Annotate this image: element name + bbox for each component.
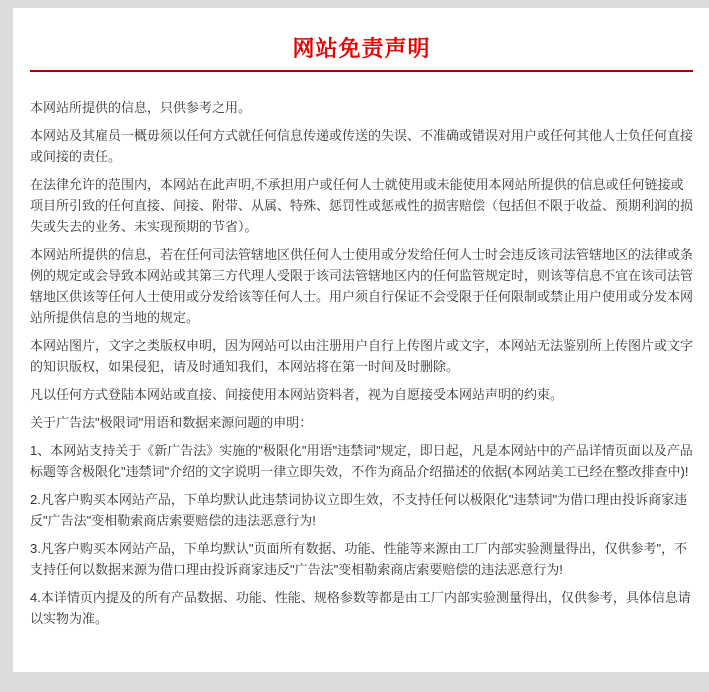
disclaimer-body — [30, 97, 693, 629]
disclaimer-paragraph: 2.凡客户购买本网站产品，下单均默认此违禁词协议立即生效，不支持任何以极限化"违禁词"为借口理由投诉商家违反"广告法"变相勒索商店索要赔偿的违法恶意行为! — [30, 492, 688, 528]
disclaimer-paragraph: 1、本网站支持关于《新广告法》实施的"极限化"用语"违禁词"规定，即日起，凡是本网站中的产品详情页面以及产品标题等含极限化"违禁词"介绍的文字说明一律立即失效，不作为商品介绍描述的依据(本网站美工已经在整改排查中)! — [30, 443, 693, 479]
page-title: 网站免责声明 — [292, 36, 431, 61]
disclaimer-paragraph: 凡以任何方式登陆本网站或直接、间接使用本网站资料者，视为自愿接受本网站声明的约束。 — [30, 387, 564, 402]
disclaimer-paragraph: 本网站及其雇员一概毋须以任何方式就任何信息传递或传送的失误、不准确或错误对用户或任何其他人士负任何直接或间接的责任。 — [30, 128, 694, 164]
disclaimer-paragraph: 本网站图片，文字之类版权申明，因为网站可以由注册用户自行上传图片或文字，本网站无法鉴别所上传图片或文字的知识版权，如果侵犯，请及时通知我们，本网站将在第一时间及时删除。 — [30, 338, 694, 374]
disclaimer-paragraph: 本网站所提供的信息，若在任何司法管辖地区供任何人士使用或分发给任何人士时会违反该司法管辖地区的法律或条例的规定或会导致本网站或其第三方代理人受限于该司法管辖地区内的任何监管规定时，则该等信息不宜在该司法管辖地区供该等任何人士使用或分发给该等任何人士。用户须自行保证不会受限于任何限制或禁止用户使用或分发本网站所提供信息的当地的规定。 — [30, 247, 694, 325]
disclaimer-paragraph: 3.凡客户购买本网站产品，下单均默认"页面所有数据、功能、性能等来源由工厂内部实验测量得出，仅供参考"，不支持任何以数据来源为借口理由投诉商家违反"广告法"变相勒索商店索要赔偿的违法恶意行为! — [30, 541, 688, 577]
disclaimer-paragraph: 本网站所提供的信息，只供参考之用。 — [30, 100, 252, 115]
title-divider — [30, 70, 693, 72]
disclaimer-paragraph: 关于广告法"极限词"用语和数据来源问题的申明： — [30, 415, 313, 430]
disclaimer-paragraph: 在法律允许的范围内，本网站在此声明,不承担用户或任何人士就使用或未能使用本网站所提供的信息或任何链接或项目所引致的任何直接、间接、附带、从属、特殊、惩罚性或惩戒性的损害赔偿（包括但不限于收益、预期利润的损失或失去的业务、未实现预期的节省）。 — [30, 177, 694, 234]
disclaimer-paragraph: 4.本详情页内提及的所有产品数据、功能、性能、规格参数等都是由工厂内部实验测量得出，仅供参考，具体信息请以实物为准。 — [30, 590, 691, 626]
content-panel — [13, 8, 709, 672]
